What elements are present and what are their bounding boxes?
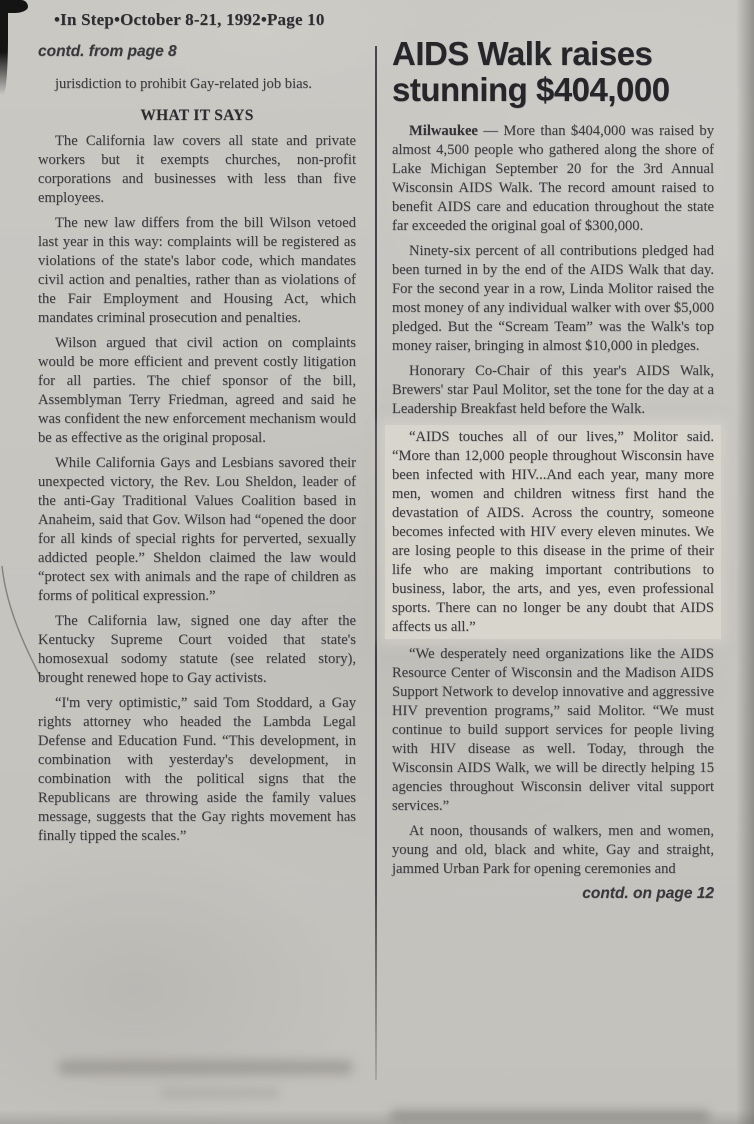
article-paragraph: “I'm very optimistic,” said Tom Stoddard, a Gay rights attorney who headed the Lambda Legal Defense and Education Fund. “This development, in combination with yesterday's development, in combination with the political signs that the Republicans are throwing aside the family values message, suggests that the Gay rights movement has finally tipped the scales.” — [38, 695, 356, 844]
continued-on-label: contd. on page 12 — [582, 884, 714, 902]
page-edge-shadow — [736, 0, 754, 1124]
scan-artifact-bleedthrough — [160, 1088, 280, 1098]
article-paragraph: “We desperately need organizations like the AIDS Resource Center of Wisconsin and the Madison AIDS Support Network to develop innovative and aggressive HIV prevention programs,” said Molitor. “We must continue to build support services for people living with HIV disease as well. Today, through the Wisconsin AIDS Walk, we will be directly helping 15 agencies throughout Wisconsin deliver vital support services.” — [392, 645, 714, 814]
headline-line-1: AIDS Walk raises — [392, 35, 653, 72]
article-paragraph: While California Gays and Lesbians savored their unexpected victory, the Rev. Lou Sheldon, leader of the anti-Gay Traditional Values Coalition based in Anaheim, said that Gov. Wilson had “opened the door for all kinds of special rights for perverted, sexually addicted people.” Sheldon claimed the law would “protect sex with animals and the rape of children as forms of political expression.” — [38, 455, 356, 604]
lede-text: — More than $404,000 was raised by almost 4,500 people who gathered along the shore of Lake Michigan September 20 for the 3rd Annual Wisconsin AIDS Walk. The record amount raised to benefit AIDS care and education throughout the state far exceeded the original goal of $300,000. — [392, 122, 714, 234]
page-header: •In Step•October 8-21, 1992•Page 10 — [54, 10, 325, 29]
continued-from-label: contd. from page 8 — [38, 43, 177, 60]
article-paragraph: The new law differs from the bill Wilson vetoed last year in this way: complaints will be registered as violations of the state's labor code, which mandates civil action and penalties, rather than as violations of the Fair Employment and Housing Act, which mandates criminal prosecution and penalties. — [38, 215, 356, 326]
left-column — [38, 10, 356, 852]
article-paragraph: Ninety-six percent of all contributions pledged had been turned in by the end of the AIDS Walk that day. For the second year in a row, Linda Molitor raised the most money of any individual walker with over $5,000 pledged. But the “Scream Team” was the Walk's top money raiser, bringing in almost $10,000 in pledges. — [392, 242, 714, 354]
section-heading: WHAT IT SAYS — [140, 107, 254, 124]
article-paragraph: jurisdiction to prohibit Gay-related job bias. — [55, 76, 312, 92]
scan-artifact-edge-strip — [0, 0, 8, 95]
article-paragraph: Honorary Co-Chair of this year's AIDS Walk, Brewers' star Paul Molitor, set the tone for the day at a Leadership Breakfast held before the Walk. — [392, 362, 714, 417]
highlighted-quote-paragraph: “AIDS touches all of our lives,” Molitor said. “More than 12,000 people throughout Wisconsin have been infected with HIV...And each year, many more men, women and children witness first hand the devastation of AIDS. Across the country, someone becomes infected with HIV every eleven minutes. We are losing people to this disease in the prime of their life who are making important contributions to business, labor, the arts, and yes, even professional sports. There can no longer be any doubt that AIDS affects us all.” — [392, 428, 714, 635]
scan-artifact-bleedthrough — [390, 1110, 710, 1121]
headline-line-2: stunning $404,000 — [392, 71, 670, 109]
article-paragraph: At noon, thousands of walkers, men and women, young and old, black and white, Gay and straight, jammed Urban Park for opening ceremonies and — [392, 822, 714, 877]
right-column — [392, 36, 714, 903]
article-paragraph: The California law covers all state and private workers but it exempts churches, non-profit corporations and businesses with less than five employees. — [38, 133, 356, 206]
article-lede-paragraph — [392, 122, 714, 236]
column-divider-rule — [375, 46, 377, 1080]
article-paragraph: The California law, signed one day after the Kentucky Supreme Court voided that state's homosexual sodomy statute (see related story), brought renewed hope to Gay activists. — [38, 613, 356, 686]
scan-artifact-bleedthrough — [58, 1060, 353, 1075]
dateline: Milwaukee — [409, 122, 478, 139]
article-paragraph: Wilson argued that civil action on complaints would be more efficient and prevent costly litigation for all parties. The chief sponsor of the bill, Assemblyman Terry Friedman, agreed and said he was confident the new enforcement mechanism would be as effective as the original proposal. — [38, 335, 356, 446]
highlighted-quote-block — [385, 425, 721, 639]
article-headline — [392, 36, 714, 109]
